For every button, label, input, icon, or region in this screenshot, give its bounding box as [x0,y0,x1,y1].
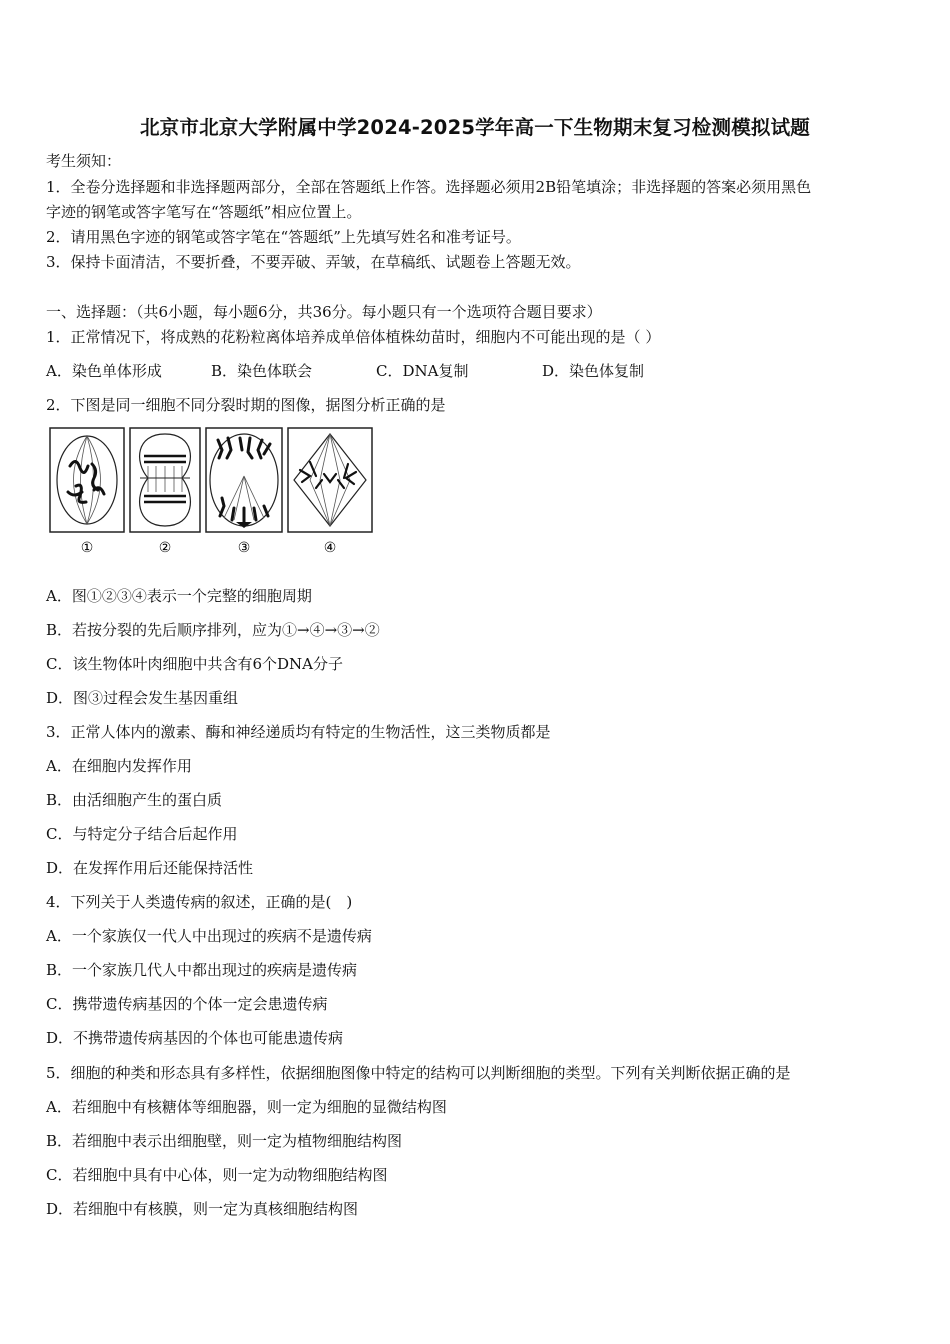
notice-line-3: 2．请用黑色字迹的钢笔或答字笔在“答题纸”上先填写姓名和准考证号。 [46,228,521,246]
q3-option-c: C．与特定分子结合后起作用 [46,825,238,843]
q5-option-c: C．若细胞中具有中心体，则一定为动物细胞结构图 [46,1166,388,1184]
figure-label-1: ① [80,540,94,556]
q5-option-b: B．若细胞中表示出细胞壁，则一定为植物细胞结构图 [46,1132,403,1150]
q5-option-a: A．若细胞中有核糖体等细胞器，则一定为细胞的显微结构图 [46,1098,447,1116]
q1-option-b: B．染色体联会 [211,362,313,380]
cell-panel-3 [206,428,282,532]
q4-option-d: D．不携带遗传病基因的个体也可能患遗传病 [46,1029,344,1047]
q2-stem: 2．下图是同一细胞不同分裂时期的图像，据图分析正确的是 [46,396,446,414]
notice-line-2: 字迹的钢笔或答字笔写在“答题纸”相应位置上。 [46,203,362,221]
q4-option-b: B．一个家族几代人中都出现过的疾病是遗传病 [46,961,358,979]
notice-line-4: 3．保持卡面清洁，不要折叠，不要弄破、弄皱，在草稿纸、试题卷上答题无效。 [46,253,581,271]
notice-heading: 考生须知： [46,152,122,170]
section-heading: 一、选择题：（共6小题，每小题6分，共36分。每小题只有一个选项符合题目要求） [46,303,602,321]
q3-option-d: D．在发挥作用后还能保持活性 [46,859,254,877]
q5-stem: 5．细胞的种类和形态具有多样性，依据细胞图像中特定的结构可以判断细胞的类型。下列有关判断依据正确的是 [46,1064,791,1082]
cell-panel-1 [50,428,124,532]
cell-panel-2 [130,428,200,532]
notice-line-1: 1．全卷分选择题和非选择题两部分，全部在答题纸上作答。选择题必须用2B铅笔填涂；非选择题的答案必须用黑色 [46,178,812,196]
q1-option-a: A．染色单体形成 [46,362,162,380]
figure-label-3: ③ [237,540,251,556]
page-title: 北京市北京大学附属中学2024-2025学年高一下生物期末复习检测模拟试题 [139,116,811,139]
q3-option-a: A．在细胞内发挥作用 [46,757,192,775]
cell-panel-4 [288,428,372,532]
q4-stem: 4．下列关于人类遗传病的叙述，正确的是( ) [46,893,353,911]
q2-option-b: B．若按分裂的先后顺序排列，应为①→④→③→② [46,621,380,639]
q3-option-b: B．由活细胞产生的蛋白质 [46,791,223,809]
q1-option-c: C．DNA复制 [376,362,469,380]
q2-option-d: D．图③过程会发生基因重组 [46,689,239,707]
q2-option-a: A．图①②③④表示一个完整的细胞周期 [46,587,312,605]
q4-option-a: A．一个家族仅一代人中出现过的疾病不是遗传病 [46,927,372,945]
q2-option-c: C．该生物体叶肉细胞中共含有6个DNA分子 [46,655,344,673]
q5-option-d: D．若细胞中有核膜，则一定为真核细胞结构图 [46,1200,359,1218]
q1-stem: 1．正常情况下，将成熟的花粉粒离体培养成单倍体植株幼苗时，细胞内不可能出现的是（ ） [46,328,661,346]
q1-option-d: D．染色体复制 [542,362,645,380]
q3-stem: 3．正常人体内的激素、酶和神经递质均有特定的生物活性，这三类物质都是 [46,723,551,741]
figure-label-4: ④ [323,540,337,556]
figure-label-2: ② [158,540,172,556]
cell-division-figure [48,426,378,562]
q4-option-c: C．携带遗传病基因的个体一定会患遗传病 [46,995,328,1013]
